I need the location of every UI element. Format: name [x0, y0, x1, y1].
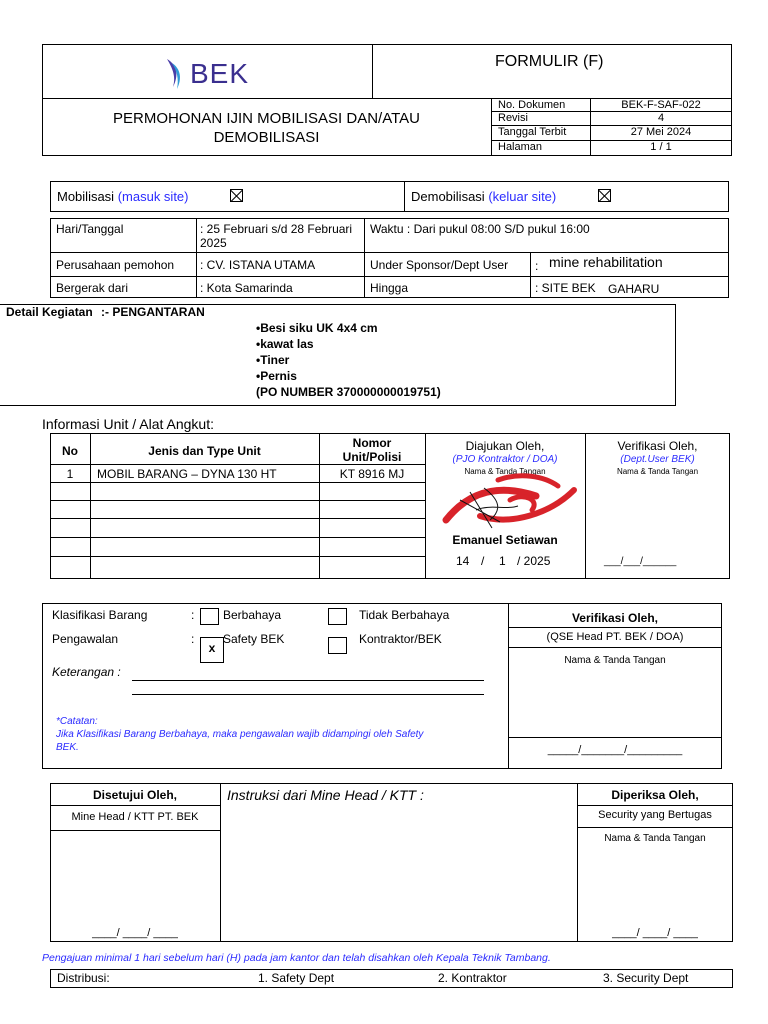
- demobilisation-label: Demobilisasi: [411, 189, 485, 204]
- checked-sign-label: Nama & Tanda Tangan: [604, 833, 706, 844]
- col-plate-header-1: Nomor: [352, 436, 392, 450]
- to-value-extra: GAHARU: [608, 282, 660, 296]
- units-section-title: Informasi Unit / Alat Angkut:: [42, 416, 214, 432]
- day-value-line1: : 25 Februari s/d 28 Februari: [200, 222, 353, 236]
- safety-escort-mark: x: [208, 641, 216, 655]
- from-value: : Kota Samarinda: [200, 281, 293, 295]
- submitted-year: / 2025: [517, 554, 551, 568]
- submitted-sep: /: [481, 554, 485, 568]
- remarks-line-1[interactable]: [132, 680, 484, 681]
- nonhazard-label: Tidak Berbahaya: [359, 608, 450, 622]
- demobilisation-note: (keluar site): [488, 189, 557, 204]
- meta-label-doc: No. Dokumen: [498, 99, 566, 111]
- signature-stamp-icon: [440, 470, 578, 532]
- time-value: Waktu : Dari pukul 08:00 S/D pukul 16:00: [370, 222, 590, 236]
- submitted-name: Emanuel Setiawan: [452, 533, 558, 547]
- meta-label-page: Halaman: [498, 141, 543, 153]
- note-title: *Catatan:: [56, 716, 98, 727]
- to-value: : SITE BEK: [535, 281, 596, 295]
- hazard-label: Berbahaya: [223, 608, 282, 622]
- approval-box: [50, 783, 733, 942]
- safety-escort-label: Safety BEK: [223, 632, 285, 646]
- mobilisation-checkbox[interactable]: [230, 189, 243, 202]
- qse-verify-title: Verifikasi Oleh,: [571, 611, 659, 625]
- mobilisation-option: [57, 189, 189, 204]
- class-label: Klasifikasi Barang: [52, 608, 148, 622]
- nonhazard-checkbox[interactable]: [328, 608, 347, 625]
- distribution-2: 2. Kontraktor: [438, 971, 507, 985]
- meta-value-doc: BEK-F-SAF-022: [621, 99, 701, 111]
- approved-title: Disetujui Oleh,: [92, 788, 177, 802]
- logo-text: BEK: [190, 58, 250, 89]
- col-plate-header-2: Unit/Polisi: [342, 450, 402, 464]
- company-value: : CV. ISTANA UTAMA: [200, 258, 316, 272]
- checked-date: ____/ ____/ ____: [612, 927, 698, 939]
- activity-value: :- PENGANTARAN: [101, 305, 205, 319]
- footer-note: Pengajuan minimal 1 hari sebelum hari (H) pada jam kantor dan telah disahkan oleh Kepala Teknik Tambang.: [42, 952, 551, 964]
- verified-by-title: Verifikasi Oleh,: [617, 439, 698, 453]
- distribution-label: Distribusi:: [57, 971, 110, 985]
- checked-title: Diperiksa Oleh,: [611, 788, 699, 802]
- sponsor-label: Under Sponsor/Dept User: [370, 258, 509, 272]
- remarks-label: Keterangan :: [52, 665, 121, 679]
- verified-sign-label: Nama & Tanda Tangan: [616, 467, 699, 476]
- hazard-checkbox[interactable]: [200, 608, 219, 625]
- submitted-by-title: Diajukan Oleh,: [465, 439, 545, 453]
- unit-row-plate: KT 8916 MJ: [339, 467, 405, 481]
- mobilisation-label: Mobilisasi: [57, 189, 115, 204]
- unit-row-type: MOBIL BARANG – DYNA 130 HT: [97, 467, 277, 481]
- form-label: FORMULIR (F): [495, 53, 604, 70]
- approved-role: Mine Head / KTT PT. BEK: [71, 811, 199, 823]
- demobilisation-checkbox[interactable]: [598, 189, 611, 202]
- class-colon: :: [191, 608, 195, 622]
- submitted-sign-label: Nama & Tanda Tangan: [464, 467, 546, 476]
- company-label: Perusahaan pemohon: [56, 258, 175, 272]
- meta-value-date: 27 Mei 2024: [630, 126, 692, 138]
- day-value-line2: 2025: [200, 236, 227, 250]
- from-label: Bergerak dari: [56, 281, 129, 295]
- note-line-1: Jika Klasifikasi Barang Berbahaya, maka pengawalan wajib didampingi oleh Safety: [56, 729, 424, 740]
- activity-item-4: •Pernis: [256, 369, 297, 383]
- submitted-role: (PJO Kontraktor / DOA): [452, 454, 558, 465]
- checked-role: Security yang Bertugas: [598, 809, 712, 821]
- meta-label-date: Tanggal Terbit: [498, 126, 567, 138]
- company-logo: [163, 56, 273, 92]
- unit-row-no: 1: [66, 467, 74, 481]
- qse-verify-role: (QSE Head PT. BEK / DOA): [546, 631, 684, 643]
- activity-item-1: •Besi siku UK 4x4 cm: [256, 321, 378, 335]
- contractor-escort-checkbox[interactable]: [328, 637, 347, 654]
- sponsor-colon: :: [535, 259, 539, 273]
- logo-mark-icon: [163, 57, 187, 91]
- day-label: Hari/Tanggal: [56, 222, 124, 236]
- distribution-1: 1. Safety Dept: [258, 971, 335, 985]
- verified-date: ___/___/______: [604, 556, 677, 567]
- remarks-line-2[interactable]: [132, 694, 484, 695]
- meta-value-rev: 4: [657, 112, 665, 124]
- activity-item-3: •Tiner: [256, 353, 290, 367]
- to-label: Hingga: [370, 281, 409, 295]
- submitted-month: 1: [499, 554, 506, 568]
- distribution-3: 3. Security Dept: [603, 971, 689, 985]
- form-title-line1: PERMOHONAN IJIN MOBILISASI DAN/ATAU: [113, 110, 420, 127]
- contractor-escort-label: Kontraktor/BEK: [359, 632, 442, 646]
- activity-item-2: •kawat las: [256, 337, 314, 351]
- note-line-2: BEK.: [56, 742, 79, 753]
- form-title-line2: DEMOBILISASI: [213, 129, 320, 146]
- instruction-title: Instruksi dari Mine Head / KTT :: [227, 787, 424, 803]
- meta-value-page: 1 / 1: [650, 141, 672, 153]
- mobilisation-note: (masuk site): [117, 189, 189, 204]
- verified-role: (Dept.User BEK): [620, 454, 695, 465]
- activity-label: Detail Kegiatan: [6, 305, 93, 319]
- demobilisation-option: [411, 189, 556, 204]
- approved-date: ____/ ____/ ____: [92, 927, 178, 939]
- sponsor-value: mine rehabilitation: [549, 254, 663, 270]
- meta-label-rev: Revisi: [498, 112, 528, 124]
- qse-sign-label: Nama & Tanda Tangan: [564, 655, 666, 666]
- qse-verify-date: _____/_______/_________: [547, 744, 683, 756]
- activity-item-5: (PO NUMBER 370000000019751): [256, 385, 441, 399]
- col-type-header: Jenis dan Type Unit: [148, 444, 261, 458]
- escort-label: Pengawalan: [52, 632, 119, 646]
- col-no-header: No: [62, 444, 78, 458]
- escort-colon: :: [191, 632, 195, 646]
- submitted-day: 14: [456, 554, 470, 568]
